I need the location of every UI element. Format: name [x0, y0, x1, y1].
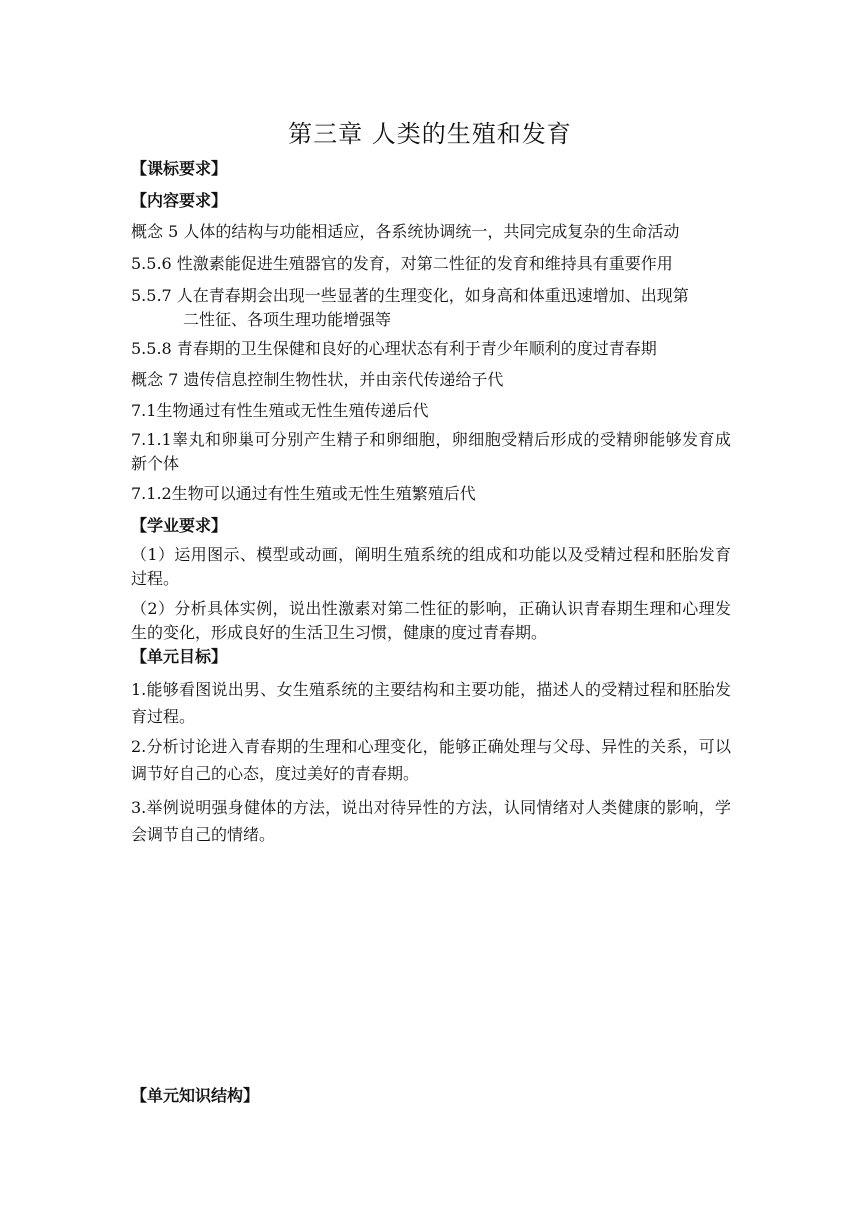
item-5-5-8: 5.5.8 青春期的卫生保健和良好的心理状态有利于青少年顺利的度过青春期 — [131, 339, 657, 358]
danyuan-heading: 【单元目标】 — [131, 647, 228, 666]
item-5-5-7-line2: 二性征、各项生理功能增强等 — [183, 310, 392, 329]
xueye-heading: 【学业要求】 — [131, 516, 228, 535]
xueye-req-1: （1）运用图示、模型或动画，阐明生殖系统的组成和功能以及受精过程和胚胎发育过程。 — [131, 545, 731, 588]
xueye-req-2: （2）分析具体实例，说出性激素对第二性征的影响，正确认识青春期生理和心理发生的变化，形成良好的生活卫生习惯，健康的度过青春期。 — [131, 599, 731, 642]
item-7-1-2: 7.1.2生物可以通过有性生殖或无性生殖繁殖后代 — [131, 484, 476, 503]
item-7-1: 7.1生物通过有性生殖或无性生殖传递后代 — [131, 401, 429, 420]
goal-3: 3.举例说明强身健体的方法，说出对待异性的方法，认同情绪对人类健康的影响，学会调节自己的情绪。 — [131, 798, 731, 844]
neirong-heading: 【内容要求】 — [131, 191, 228, 210]
item-5-5-7 — [131, 284, 731, 332]
item-7-1-1: 7.1.1睾丸和卵巢可分别产生精子和卵细胞，卵细胞受精后形成的受精卵能够发育成新个体 — [131, 430, 731, 473]
item-5-5-7-line1: 5.5.7 人在青春期会出现一些显著的生理变化，如身高和体重迅速增加、出现第 — [131, 286, 689, 305]
kebiao-heading: 【课标要求】 — [131, 159, 228, 178]
concept-7: 概念 7 遗传信息控制生物性状，并由亲代传递给子代 — [131, 370, 504, 389]
item-5-5-6: 5.5.6 性激素能促进生殖器官的发育，对第二性征的发育和维持具有重要作用 — [131, 254, 673, 273]
page-title: 第三章 人类的生殖和发育 — [288, 120, 572, 148]
concept-5: 概念 5 人体的结构与功能相适应，各系统协调统一，共同完成复杂的生命活动 — [131, 222, 680, 241]
zhishi-heading: 【单元知识结构】 — [131, 1086, 260, 1105]
goal-2: 2.分析讨论进入青春期的生理和心理变化，能够正确处理与父母、异性的关系，可以调节好自己的心态，度过美好的青春期。 — [131, 737, 731, 783]
goal-1: 1.能够看图说出男、女生殖系统的主要结构和主要功能，描述人的受精过程和胚胎发育过程。 — [131, 680, 731, 726]
